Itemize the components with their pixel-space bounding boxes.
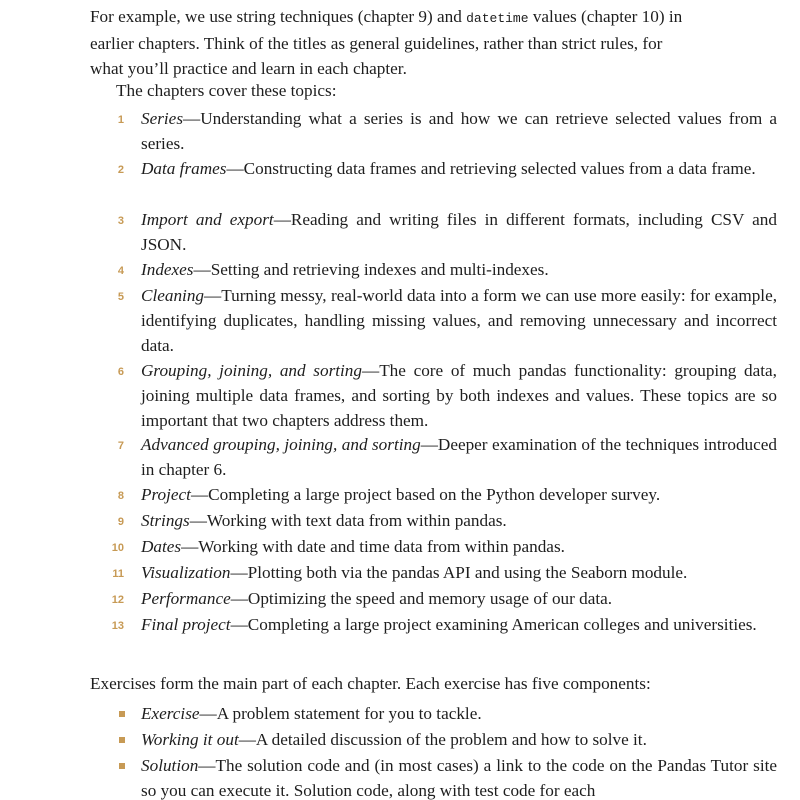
chapter-number: 12 — [111, 594, 124, 606]
intro-line-2: earlier chapters. Think of the titles as general guidelines, rather than strict rules, for — [90, 33, 663, 53]
chapter-number: 1 — [117, 114, 124, 126]
component-text — [141, 702, 777, 727]
chapter-description: —Plotting both via the pandas API and using the Seaborn module. — [230, 563, 688, 582]
chapter-title: Grouping, joining, and sorting — [141, 361, 362, 380]
intro-paragraph — [90, 5, 790, 81]
bullet-icon — [119, 763, 125, 769]
component-title: Solution — [141, 756, 199, 775]
chapter-description: —Completing a large project examining American colleges and universities. — [230, 615, 757, 634]
chapter-text — [141, 433, 777, 483]
chapter-description: —Understanding what a series is and how we can retrieve selected values from a series. — [141, 109, 777, 153]
chapter-title: Dates — [141, 537, 182, 556]
chapter-title: Performance — [141, 589, 231, 608]
chapter-description: —Optimizing the speed and memory usage of our data. — [230, 589, 613, 608]
chapter-number: 8 — [117, 490, 124, 502]
chapter-title: Project — [141, 485, 191, 504]
chapter-text — [141, 284, 777, 358]
chapter-text — [141, 107, 777, 157]
chapter-number: 7 — [117, 440, 124, 452]
chapter-text — [141, 613, 777, 638]
chapter-title: Final project — [141, 615, 231, 634]
chapter-text — [141, 535, 777, 560]
chapter-description: —Constructing data frames and retrieving selected values from a data frame. — [226, 159, 756, 178]
chapter-title: Strings — [141, 511, 190, 530]
chapter-description: —Working with text data from within pandas. — [189, 511, 507, 530]
exercises-lead: Exercises form the main part of each chapter. Each exercise has five components: — [90, 674, 651, 693]
chapter-number: 6 — [117, 366, 124, 378]
component-description: —The solution code and (in most cases) a link to the code on the Pandas Tutor site so you can execute it. Solution code, along with test code for each — [141, 756, 777, 800]
bullet-icon — [119, 737, 125, 743]
component-title: Exercise — [141, 704, 200, 723]
chapter-title: Advanced grouping, joining, and sorting — [141, 435, 421, 454]
intro-line-3: what you’ll practice and learn in each chapter. — [90, 58, 407, 78]
component-title: Working it out — [141, 730, 239, 749]
chapter-title: Indexes — [141, 260, 194, 279]
chapter-text — [141, 509, 777, 534]
bullet-icon — [119, 711, 125, 717]
chapter-number: 11 — [112, 568, 124, 580]
chapter-text — [141, 208, 777, 258]
chapter-title: Import and export — [141, 210, 274, 229]
chapter-description: —Reading and writing files in different formats, including CSV and JSON. — [141, 210, 777, 254]
chapter-description: —Completing a large project based on the Python developer survey. — [190, 485, 661, 504]
chapter-text — [141, 587, 777, 612]
chapter-title: Data frames — [141, 159, 227, 178]
chapter-title: Visualization — [141, 563, 231, 582]
component-text — [141, 728, 777, 753]
chapter-number: 13 — [111, 620, 124, 632]
chapter-description: —Setting and retrieving indexes and multi-indexes. — [193, 260, 549, 279]
chapter-description: —Working with date and time data from within pandas. — [181, 537, 565, 556]
chapter-number: 2 — [117, 164, 124, 176]
chapter-number: 3 — [117, 215, 124, 227]
chapter-title: Cleaning — [141, 286, 205, 305]
chapter-description: —The core of much pandas functionality: grouping data, joining multiple data frames, and sorting by both indexes and values. These topics are so important that two chapters address them. — [141, 361, 777, 430]
inline-code-datetime: datetime — [466, 11, 529, 26]
chapter-text — [141, 483, 777, 508]
component-text — [141, 754, 777, 800]
chapters-lead: The chapters cover these topics: — [116, 81, 337, 100]
chapter-title: Series — [141, 109, 184, 128]
chapter-number: 5 — [117, 291, 124, 303]
chapter-number: 4 — [117, 265, 124, 277]
chapter-number: 9 — [117, 516, 124, 528]
chapter-text — [141, 359, 777, 433]
chapter-text — [141, 561, 777, 586]
component-description: —A problem statement for you to tackle. — [199, 704, 482, 723]
chapter-description: —Turning messy, real-world data into a form we can use more easily: for example, identifying duplicates, handling missing values, and removing unnecessary and incorrect data. — [141, 286, 777, 355]
chapter-text — [141, 258, 777, 283]
component-description: —A detailed discussion of the problem and how to solve it. — [238, 730, 647, 749]
chapter-description: —Deeper examination of the techniques introduced in chapter 6. — [141, 435, 778, 479]
chapter-text — [141, 157, 777, 182]
chapter-number: 10 — [111, 542, 124, 554]
intro-line-1: For example, we use string techniques (chapter 9) and datetime values (chapter 10) in — [90, 7, 683, 26]
